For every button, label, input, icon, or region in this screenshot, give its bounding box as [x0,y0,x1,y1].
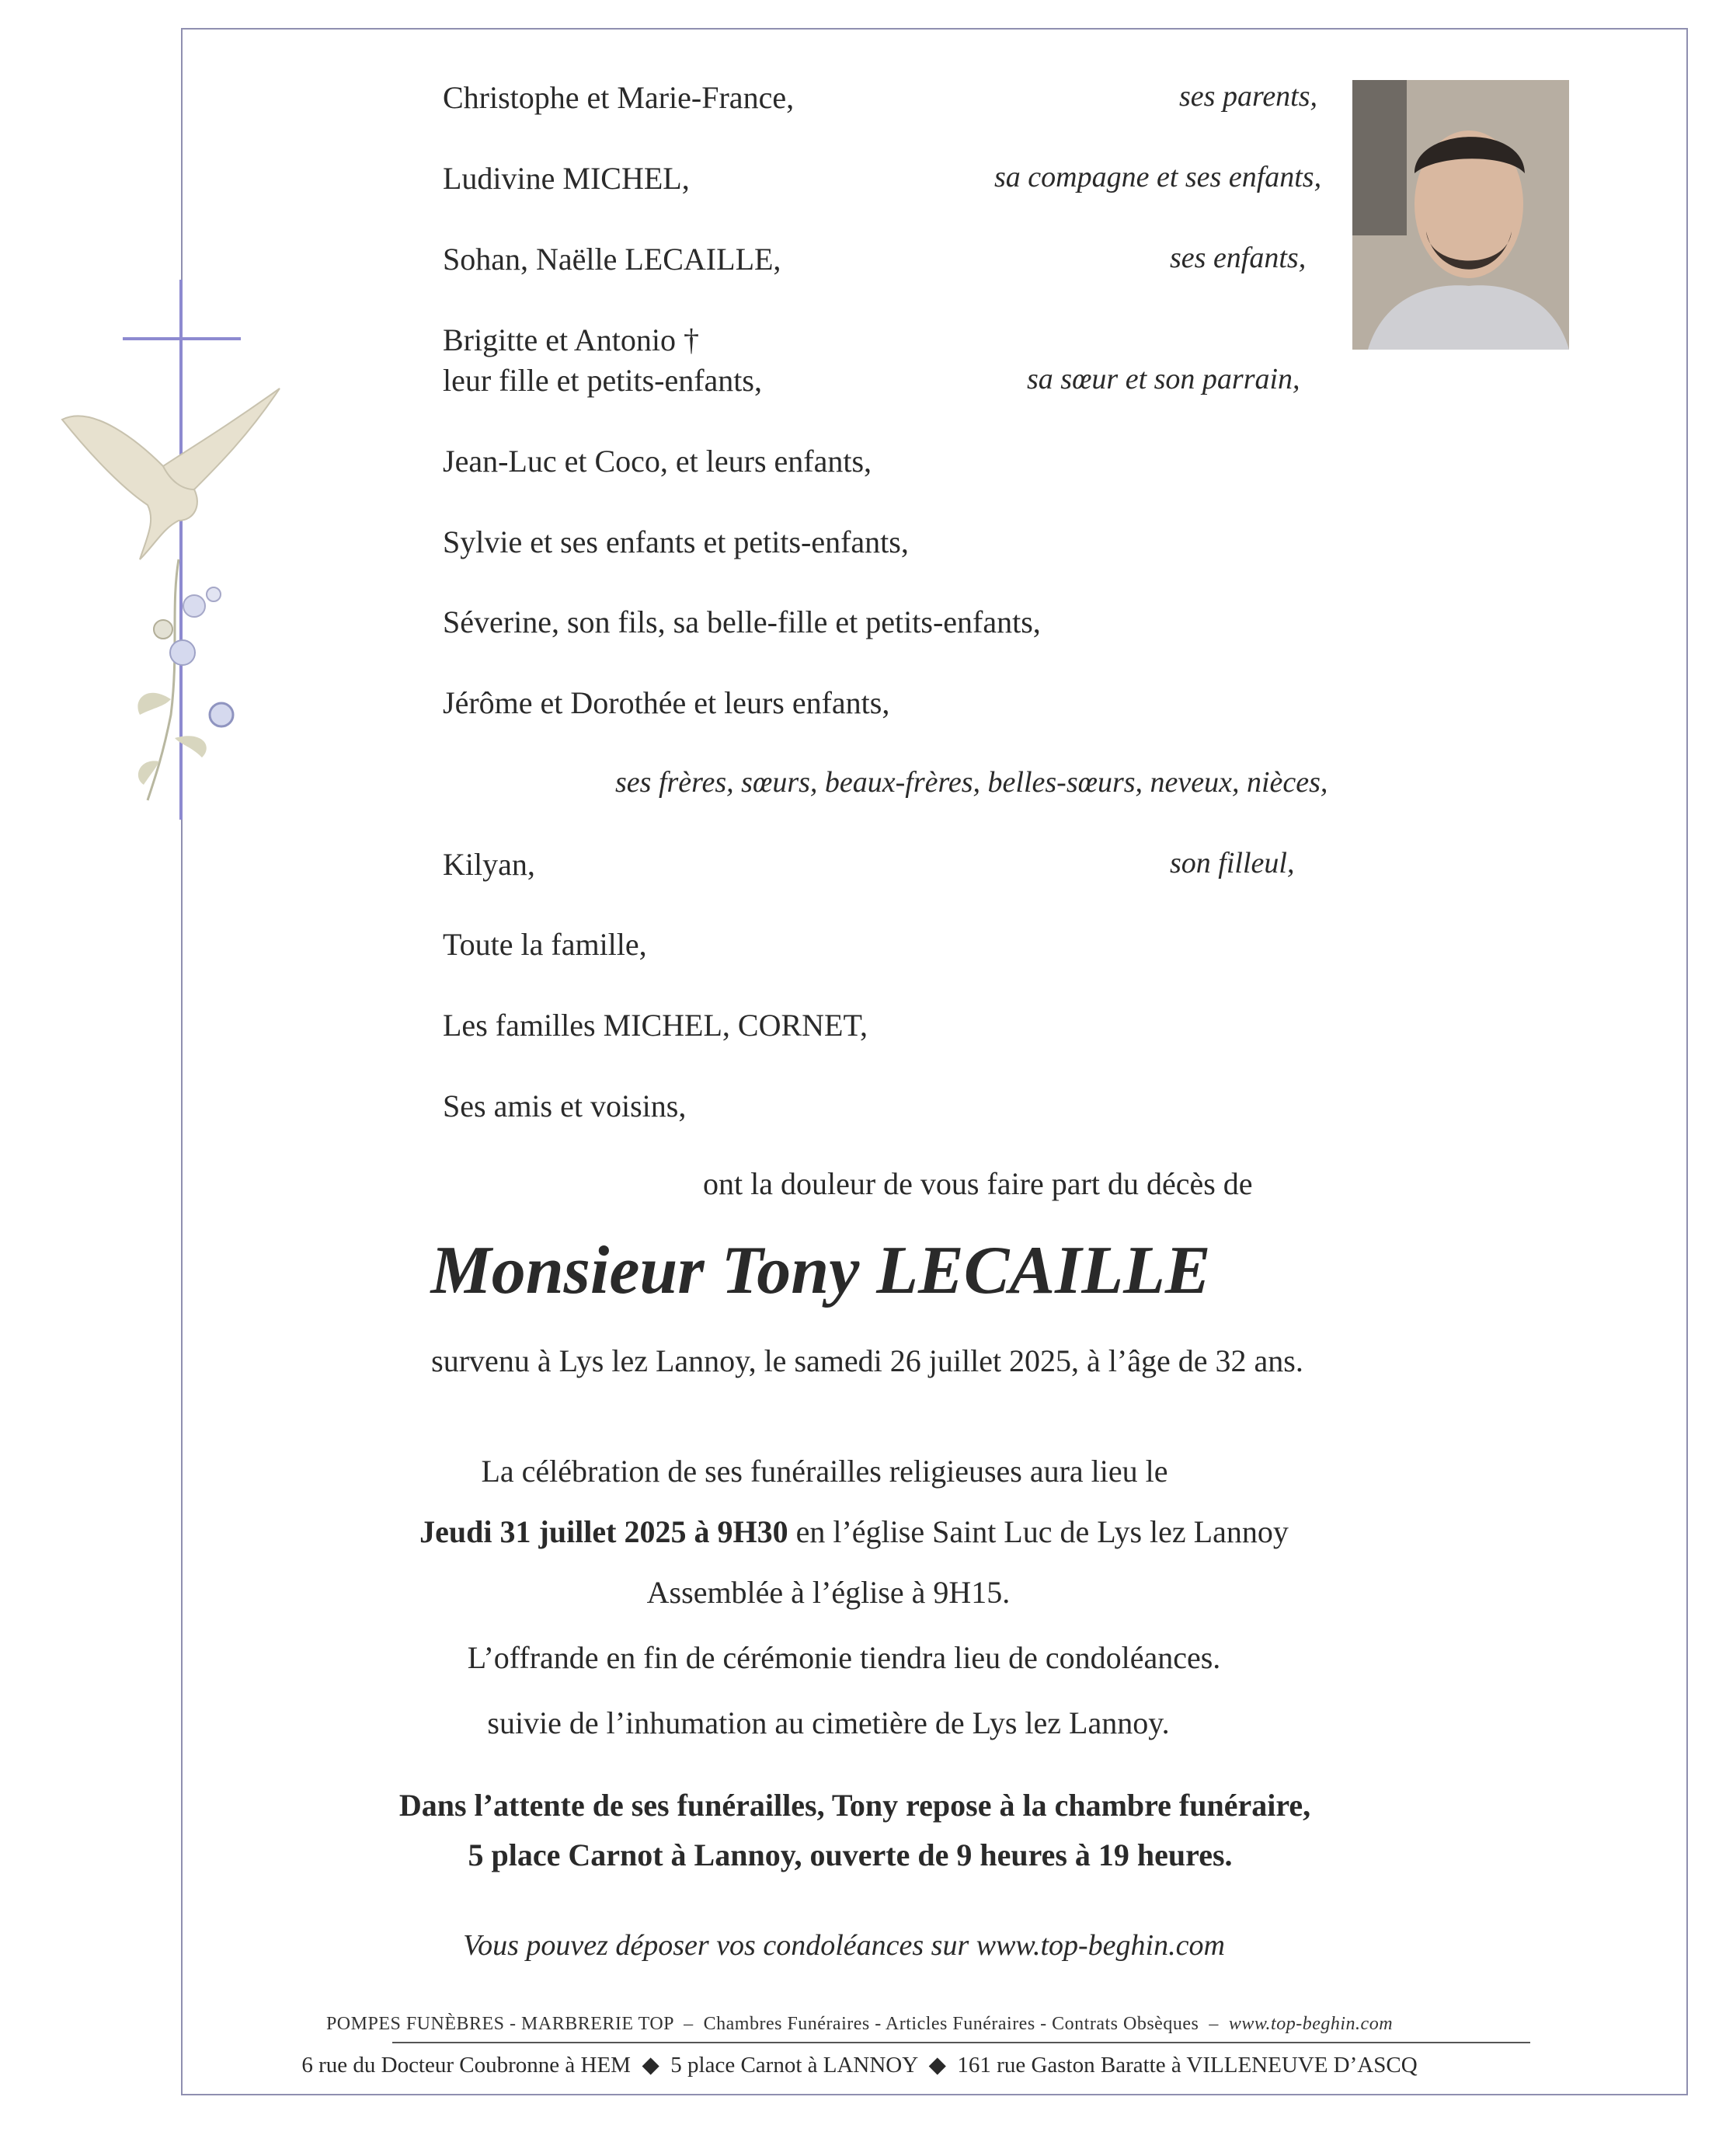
rest-line2: 5 place Carnot à Lannoy, ouverte de 9 heures à 19 heures. [468,1837,1233,1872]
family-name: Kilyan, [443,847,535,882]
footer-address: 5 place Carnot à LANNOY [670,2053,918,2078]
footer-services-line [0,2014,1719,2035]
ceremony-date-line [0,1513,1714,1550]
family-row [443,160,1719,207]
family-name: Sylvie et ses enfants et petits-enfants, [443,524,909,559]
ceremony-intro: La célébration de ses funérailles religieuses aura lieu le [481,1454,1168,1489]
footer-services: Chambres Funéraires - Articles Funéraires - Contrats Obsèques [703,2014,1199,2034]
family-row [443,362,1719,409]
family-role: sa sœur et son parrain, [1027,363,1300,395]
family-name: Christophe et Marie-France, [443,80,795,115]
family-row [443,846,1719,893]
rest-line1: Dans l’attente de ses funérailles, Tony repose à la chambre funéraire, [398,1788,1311,1823]
family-name-line1: Brigitte et Antonio † [443,322,699,357]
footer-divider [392,2042,1530,2043]
footer-address: 6 rue du Docteur Coubronne à HEM [301,2053,631,2078]
ceremony-place: en l’église Saint Luc de Lys lez Lannoy [788,1514,1289,1549]
family-name: Jérôme et Dorothée et leurs enfants, [443,685,890,720]
dove-flower-icon [47,373,311,808]
death-info: survenu à Lys lez Lannoy, le samedi 26 juillet 2025, à l’âge de 32 ans. [431,1343,1303,1378]
family-name: Sohan, Naëlle LECAILLE, [443,242,781,277]
footer-dash: – [1203,2014,1224,2034]
family-name: Ludivine MICHEL, [443,161,690,196]
diamond-icon: ◆ [923,2053,952,2078]
cross-icon-horizontal [123,337,241,340]
family-name: Séverine, son fils, sa belle-fille et petits-enfants, [443,604,1041,639]
family-role: son filleul, [1170,847,1295,879]
family-name: leur fille et petits-enfants, [443,363,762,398]
footer-address: 161 rue Gaston Baratte à VILLENEUVE D’ASCQ [957,2053,1418,2078]
footer-addresses [0,2051,1719,2078]
footer-company: POMPES FUNÈBRES - MARBRERIE TOP [325,2014,674,2034]
family-row [443,79,1719,126]
ceremony-date: Jeudi 31 juillet 2025 à 9H30 [419,1514,788,1549]
family-name: Les familles MICHEL, CORNET, [443,1008,868,1043]
assembly-text: Assemblée à l’église à 9H15. [646,1575,1011,1610]
family-role: ses enfants, [1170,242,1307,274]
family-role: ses parents, [1179,80,1318,113]
deceased-name: Monsieur Tony LECAILLE [430,1233,1211,1308]
family-name: Ses amis et voisins, [443,1088,687,1123]
family-name: Jean-Luc et Coco, et leurs enfants, [443,444,872,479]
family-role: sa compagne et ses enfants, [994,161,1322,193]
offering-text: L’offrande en fin de cérémonie tiendra lieu de condoléances. [467,1640,1221,1675]
diamond-icon: ◆ [636,2053,666,2078]
footer-dash: – [678,2014,699,2034]
family-row [443,241,1719,287]
family-role: ses frères, sœurs, beaux-frères, belles-sœurs, neveux, nièces, [615,766,1328,799]
footer-website: www.top-beghin.com [1228,2014,1394,2034]
condolences-text: Vous pouvez déposer vos condoléances sur www.top-beghin.com [463,1929,1225,1962]
family-name: Toute la famille, [443,927,647,962]
burial-text: suivie de l’inhumation au cimetière de Lys lez Lannoy. [487,1705,1170,1740]
announcement-text: ont la douleur de vous faire part du décès de [703,1166,1253,1201]
